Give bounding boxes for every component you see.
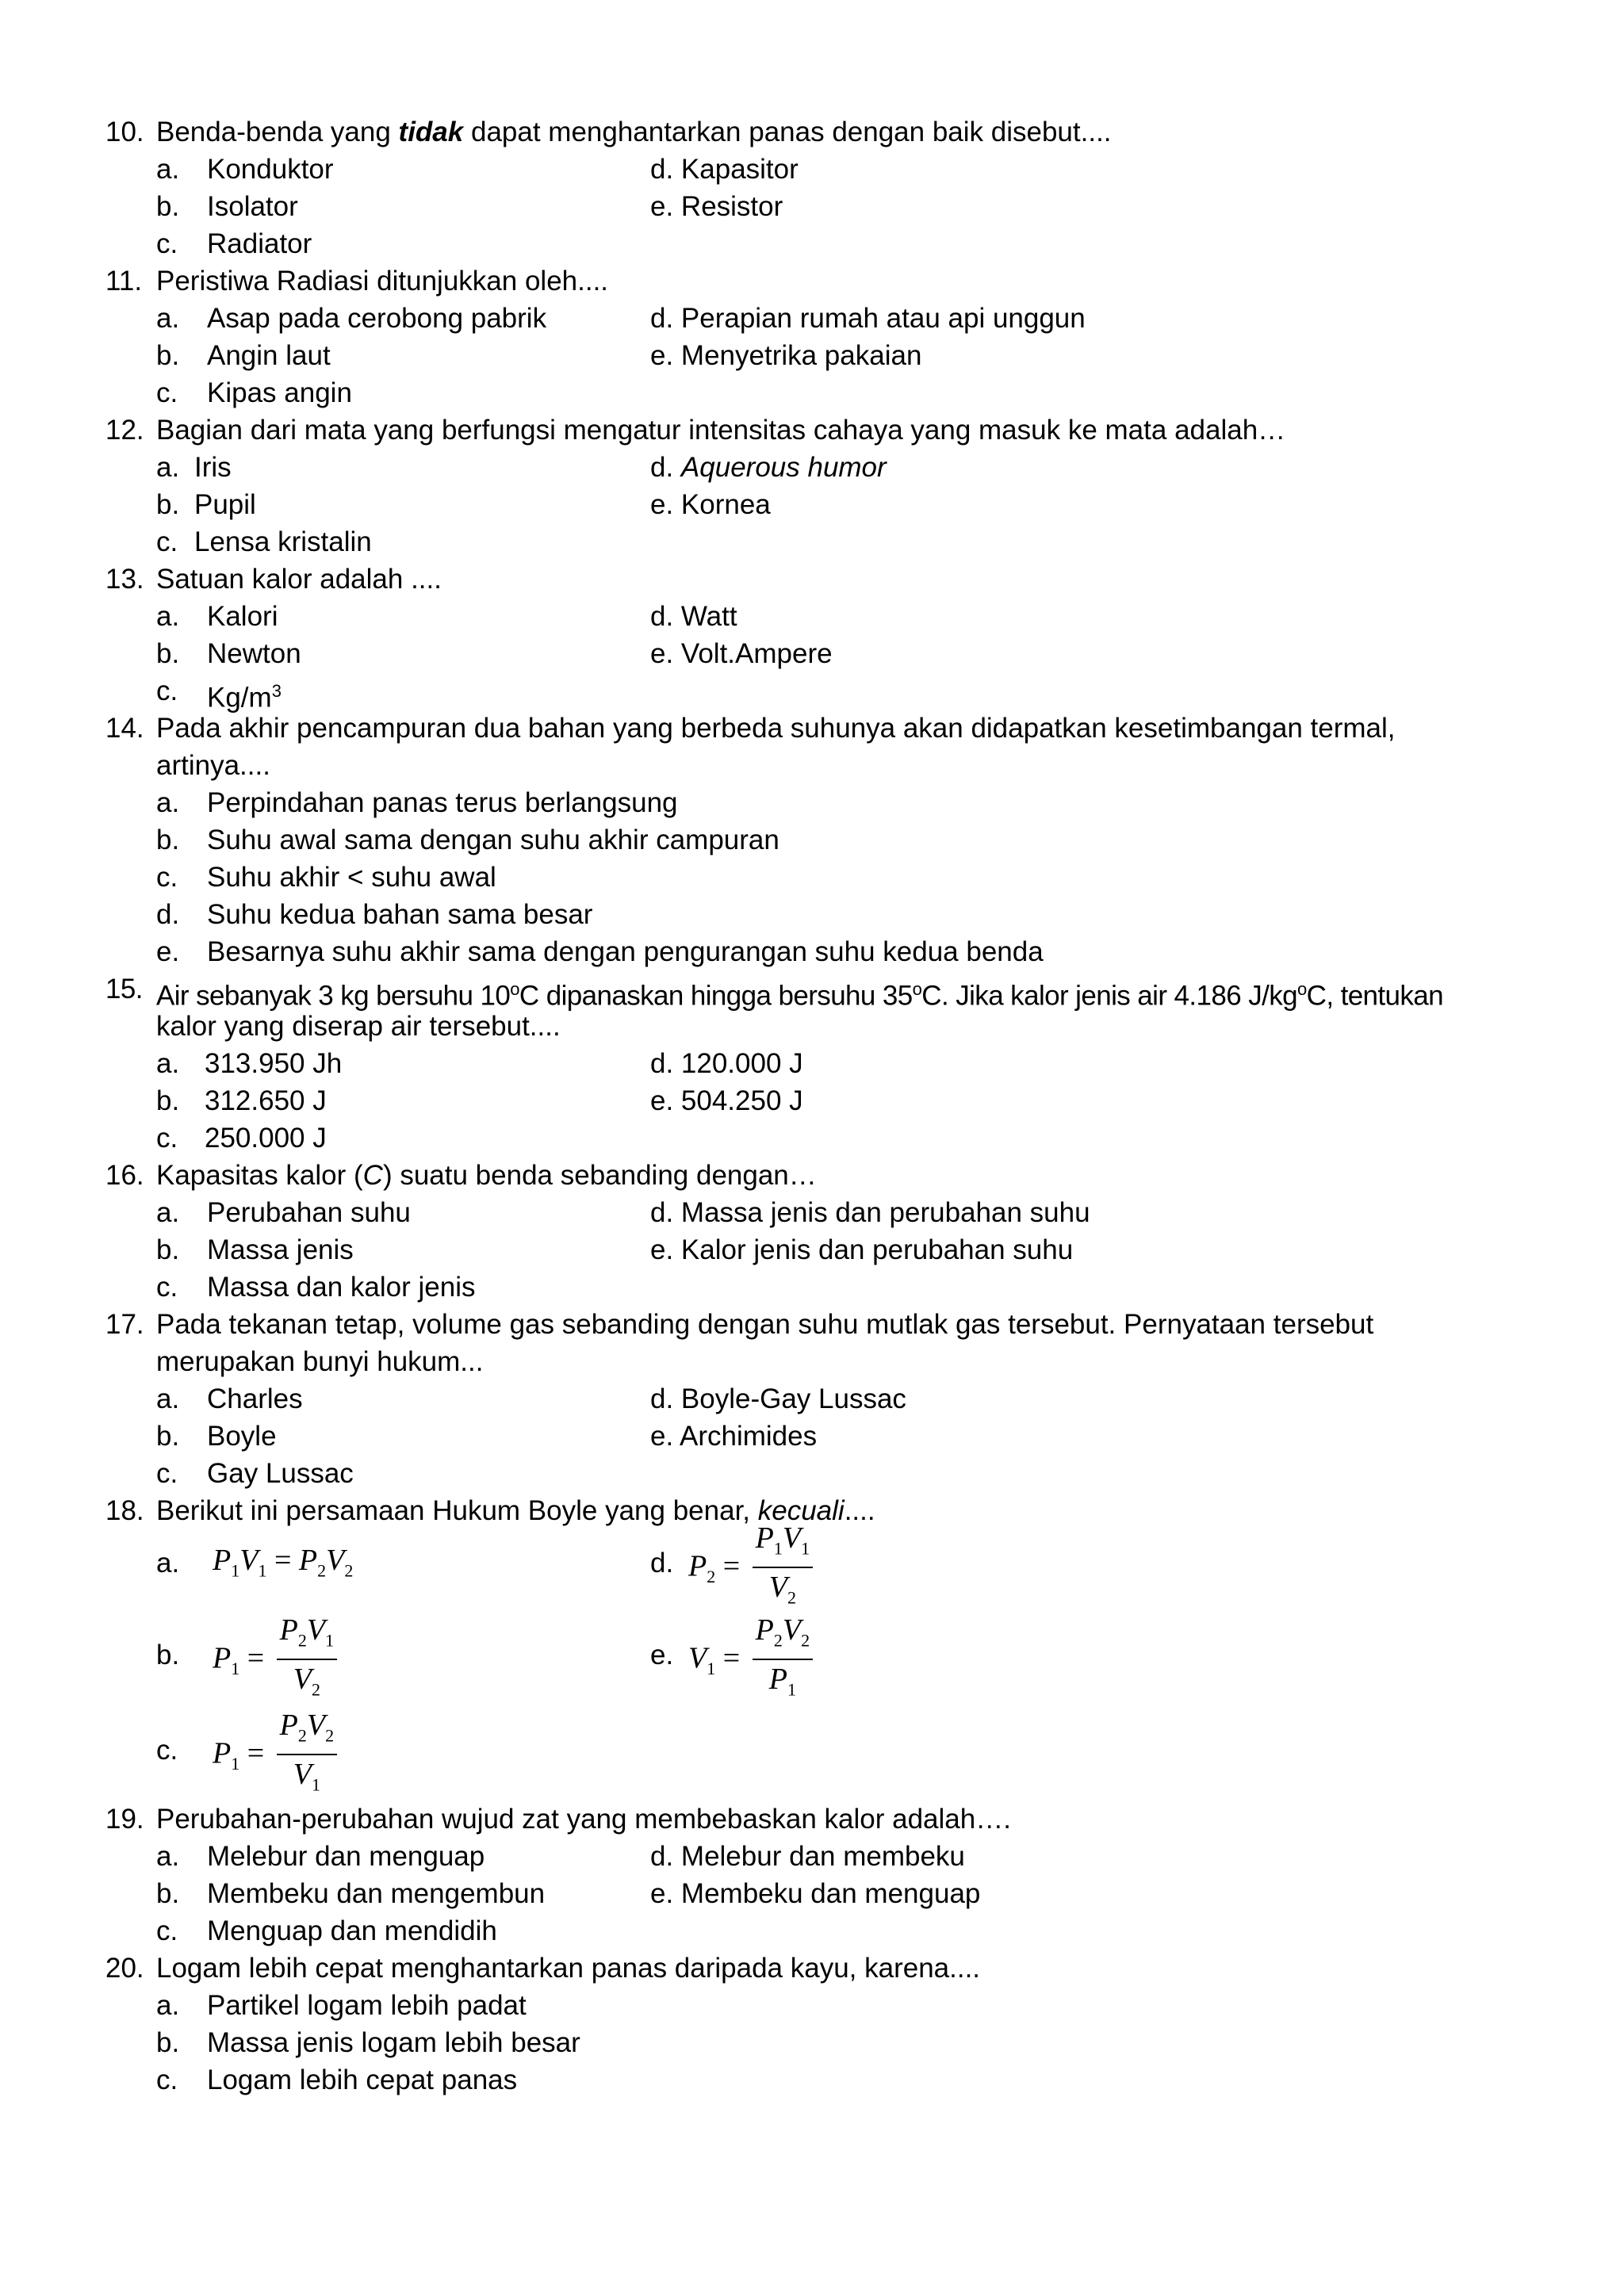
option-label: c.	[156, 1272, 178, 1303]
option-text: e. Kalor jenis dan perubahan suhu	[650, 1234, 1074, 1265]
option-text: Massa jenis	[207, 1234, 354, 1265]
option-text: e. Resistor	[650, 191, 783, 222]
option-text: d. Boyle-Gay Lussac	[650, 1383, 906, 1414]
option-label: c.	[156, 675, 178, 706]
question-number: 12.	[105, 415, 144, 446]
option-text: Besarnya suhu akhir sama dengan pengurangan suhu kedua benda	[207, 936, 1044, 967]
question-number: 20.	[105, 1953, 144, 1984]
option-label: a.	[156, 1548, 180, 1578]
option-label: b.	[156, 340, 180, 371]
option-text: Iris	[194, 452, 232, 483]
option-label: c.	[156, 526, 178, 557]
option-label: e.	[650, 1640, 674, 1670]
option-label: b.	[156, 1640, 180, 1670]
option-text: Konduktor	[207, 154, 334, 185]
option-label: b.	[156, 489, 180, 520]
question-number: 13.	[105, 564, 144, 595]
option-label: a.	[156, 601, 180, 632]
option-label: a.	[156, 452, 180, 483]
option-label: c.	[156, 2064, 178, 2095]
option-label: c.	[156, 377, 178, 408]
question-stem: Logam lebih cepat menghantarkan panas daripada kayu, karena....	[156, 1953, 981, 1984]
option-text: Suhu akhir < suhu awal	[207, 862, 496, 893]
question-number: 11.	[105, 266, 143, 297]
option-label: c.	[156, 1458, 178, 1489]
option-text: Menguap dan mendidih	[207, 1915, 497, 1946]
option-label: b.	[156, 1234, 180, 1265]
option-text: e. 504.250 J	[650, 1085, 803, 1116]
question-stem: Pada akhir pencampuran dua bahan yang berbeda suhunya akan didapatkan kesetimbangan termal,	[156, 713, 1396, 744]
option-text: Perubahan suhu	[207, 1197, 411, 1228]
equation-c: $P_1$ = $\frac{P_2V_2}{V_1}$	[213, 1708, 337, 1804]
option-text: 313.950 Jh	[205, 1048, 343, 1079]
question-number: 17.	[105, 1309, 144, 1340]
option-label: a.	[156, 1990, 180, 2021]
option-label: a.	[156, 303, 180, 334]
option-label: a.	[156, 1383, 180, 1414]
option-label: b.	[156, 1085, 180, 1116]
option-label: b.	[156, 2027, 180, 2058]
equation-d: $P_2$ = $\frac{P_1V_1}{V_2}$	[688, 1521, 813, 1617]
option-label: d.	[156, 899, 180, 930]
option-label: e.	[156, 936, 180, 967]
question-number: 15.	[105, 974, 143, 1004]
question-number: 10.	[105, 117, 144, 147]
option-text: e. Kornea	[650, 489, 771, 520]
option-label: a.	[156, 1841, 180, 1872]
option-label: a.	[156, 154, 180, 185]
option-text: Melebur dan menguap	[207, 1841, 485, 1872]
option-text: Suhu kedua bahan sama besar	[207, 899, 593, 930]
question-number: 16.	[105, 1160, 144, 1191]
option-text: Boyle	[207, 1421, 277, 1452]
option-label: a.	[156, 1197, 180, 1228]
option-label: c.	[156, 228, 178, 259]
option-label: a.	[156, 1048, 180, 1079]
option-text: Asap pada cerobong pabrik	[207, 303, 547, 334]
option-text: e. Volt.Ampere	[650, 638, 833, 669]
option-label: b.	[156, 191, 180, 222]
option-text: $Kg/m^3$	[207, 681, 282, 714]
question-number: 18.	[105, 1495, 144, 1526]
option-text: d. Watt	[650, 601, 737, 632]
question-stem: Air sebanyak 3 kg bersuhu 10$^o$C dipanaskan hingga bersuhu 35$^o$C. Jika kalor jenis air 4.186 $J/kg^oC$, tentukan	[156, 979, 1444, 1012]
option-text: e. Archimides	[650, 1421, 818, 1452]
option-text: Suhu awal sama dengan suhu akhir campuran	[207, 825, 779, 855]
question-stem: Berikut ini persamaan Hukum Boyle yang benar, kecuali....	[156, 1495, 875, 1526]
question-number: 19.	[105, 1804, 144, 1835]
option-text: d. Aquerous humor	[650, 452, 887, 483]
option-text: Newton	[207, 638, 301, 669]
question-stem: Kapasitas kalor (C) suatu benda sebanding dengan…	[156, 1160, 817, 1191]
option-text: Massa jenis logam lebih besar	[207, 2027, 580, 2058]
option-label: b.	[156, 825, 180, 855]
option-text: d. Perapian rumah atau api unggun	[650, 303, 1086, 334]
option-text: e. Menyetrika pakaian	[650, 340, 922, 371]
option-text: Lensa kristalin	[194, 526, 372, 557]
option-text: 250.000 J	[205, 1123, 327, 1154]
equation-a: $P_1V_1 = P_2V_2$	[213, 1544, 354, 1581]
question-stem: Perubahan-perubahan wujud zat yang membebaskan kalor adalah….	[156, 1804, 1011, 1835]
option-text: Membeku dan mengembun	[207, 1878, 546, 1909]
option-text: d. Melebur dan membeku	[650, 1841, 965, 1872]
option-text: e. Membeku dan menguap	[650, 1878, 981, 1909]
option-text: Isolator	[207, 191, 298, 222]
question-stem: Peristiwa Radiasi ditunjukkan oleh....	[156, 266, 609, 297]
option-text: Kalori	[207, 601, 278, 632]
option-text: Pupil	[194, 489, 256, 520]
option-text: Massa dan kalor jenis	[207, 1272, 476, 1303]
option-text: d. 120.000 J	[650, 1048, 803, 1079]
option-text: d. Massa jenis dan perubahan suhu	[650, 1197, 1090, 1228]
exam-page: 10. Benda-benda yang tidak dapat menghantarkan panas dengan baik disebut.... a. Konduktor d. Kapasitor b. Isolator e. Resistor c. Radiator 11. Peristiwa Radiasi ditunjukkan oleh.... a. Asap pada cerobong pabrik d. Perapian rumah atau api unggun b. Angin laut e. Menyetrika pakaian c. Kipas angin 12. Bagian dari mata yang berfungsi mengatur intensitas cahaya yang masuk ke mata adalah… a. Iris d. Aquerous humor b. Pupil e. Kornea c. Lensa kristalin 13. Satuan kalor adalah .... a. Kalori d. Watt b. Newton e. Volt.Ampere c. $Kg/m^3$ 14. Pada akhir pencampuran dua bahan yang berbeda suhunya akan didapatkan kesetimbangan termal, artinya.... a. Perpindahan panas terus berlangsung b. Suhu awal sama dengan suhu akhir campuran c. Suhu akhir < suhu awal d. Suhu kedua bahan sama besar e. Besarnya suhu akhir sama dengan pengurangan suhu kedua benda 15. Air sebanyak 3 kg bersuhu 10$^o$C dipanaskan hingga bersuhu 35$^o$C. Jika kalor jenis air 4.186 $J/kg^oC$, tentukan kalor yang diserap air tersebut.... a. 313.950 Jh d. 120.000 J b. 312.650 J e. 504.250 J c. 250.000 J 16. Kapasitas kalor (C) suatu benda sebanding dengan… a. Perubahan suhu d. Massa jenis dan perubahan suhu b. Massa jenis e. Kalor jenis dan perubahan suhu c. Massa dan kalor jenis 17. Pada tekanan tetap, volume gas sebanding dengan suhu mutlak gas tersebut. Pernyataan tersebut merupakan bunyi hukum... a. Charles d. Boyle-Gay Lussac b. Boyle e. Archimides c. Gay Lussac 18. Berikut ini persamaan Hukum Boyle yang benar, kecuali.... a. $P_1V_1 = P_2V_2$ d. $P_2$ = $\frac{P_1V_1}{V_2}$ b. $P_1$ = $\frac{P_2V_1}{V_2}$ e. $V_1$ = $\frac{P_2V_2}{P_1}$ c. $P_1$ = $\frac{P_2V_2}{V_1}$ 19. Perubahan-perubahan wujud zat yang membebaskan kalor adalah…. a. Melebur dan menguap d. Melebur dan membeku b. Membeku dan mengembun e. Membeku dan menguap c. Menguap dan mendidih 20. Logam lebih cepat menghantarkan panas daripada kayu, karena.... a. Partikel logam lebih padat b. Massa jenis logam lebih besar c. Logam lebih cepat panas	[0, 0, 1624, 2296]
equation-b: $P_1$ = $\frac{P_2V_1}{V_2}$	[213, 1613, 337, 1709]
option-label: c.	[156, 1915, 178, 1946]
option-text: Kipas angin	[207, 377, 352, 408]
option-text: Logam lebih cepat panas	[207, 2064, 518, 2095]
question-number: 14.	[105, 713, 144, 744]
question-stem: Satuan kalor adalah ....	[156, 564, 442, 595]
question-stem: Pada tekanan tetap, volume gas sebanding dengan suhu mutlak gas tersebut. Pernyataan tersebut	[156, 1309, 1374, 1340]
question-stem: Bagian dari mata yang berfungsi mengatur intensitas cahaya yang masuk ke mata adalah…	[156, 415, 1286, 446]
option-text: d. Kapasitor	[650, 154, 799, 185]
option-text: Partikel logam lebih padat	[207, 1990, 527, 2021]
equation-e: $V_1$ = $\frac{P_2V_2}{P_1}$	[688, 1613, 813, 1709]
option-label: c.	[156, 1123, 178, 1154]
option-label: b.	[156, 638, 180, 669]
option-text: 312.650 J	[205, 1085, 327, 1116]
option-label: c.	[156, 862, 178, 893]
option-label: c.	[156, 1735, 178, 1766]
option-text: Charles	[207, 1383, 303, 1414]
option-text: Gay Lussac	[207, 1458, 354, 1489]
option-label: d.	[650, 1548, 674, 1578]
option-text: Angin laut	[207, 340, 331, 371]
option-label: b.	[156, 1421, 180, 1452]
option-label: b.	[156, 1878, 180, 1909]
option-text: Radiator	[207, 228, 312, 259]
option-text: Perpindahan panas terus berlangsung	[207, 787, 678, 818]
question-stem: Benda-benda yang tidak dapat menghantarkan panas dengan baik disebut....	[156, 117, 1112, 147]
option-label: a.	[156, 787, 180, 818]
